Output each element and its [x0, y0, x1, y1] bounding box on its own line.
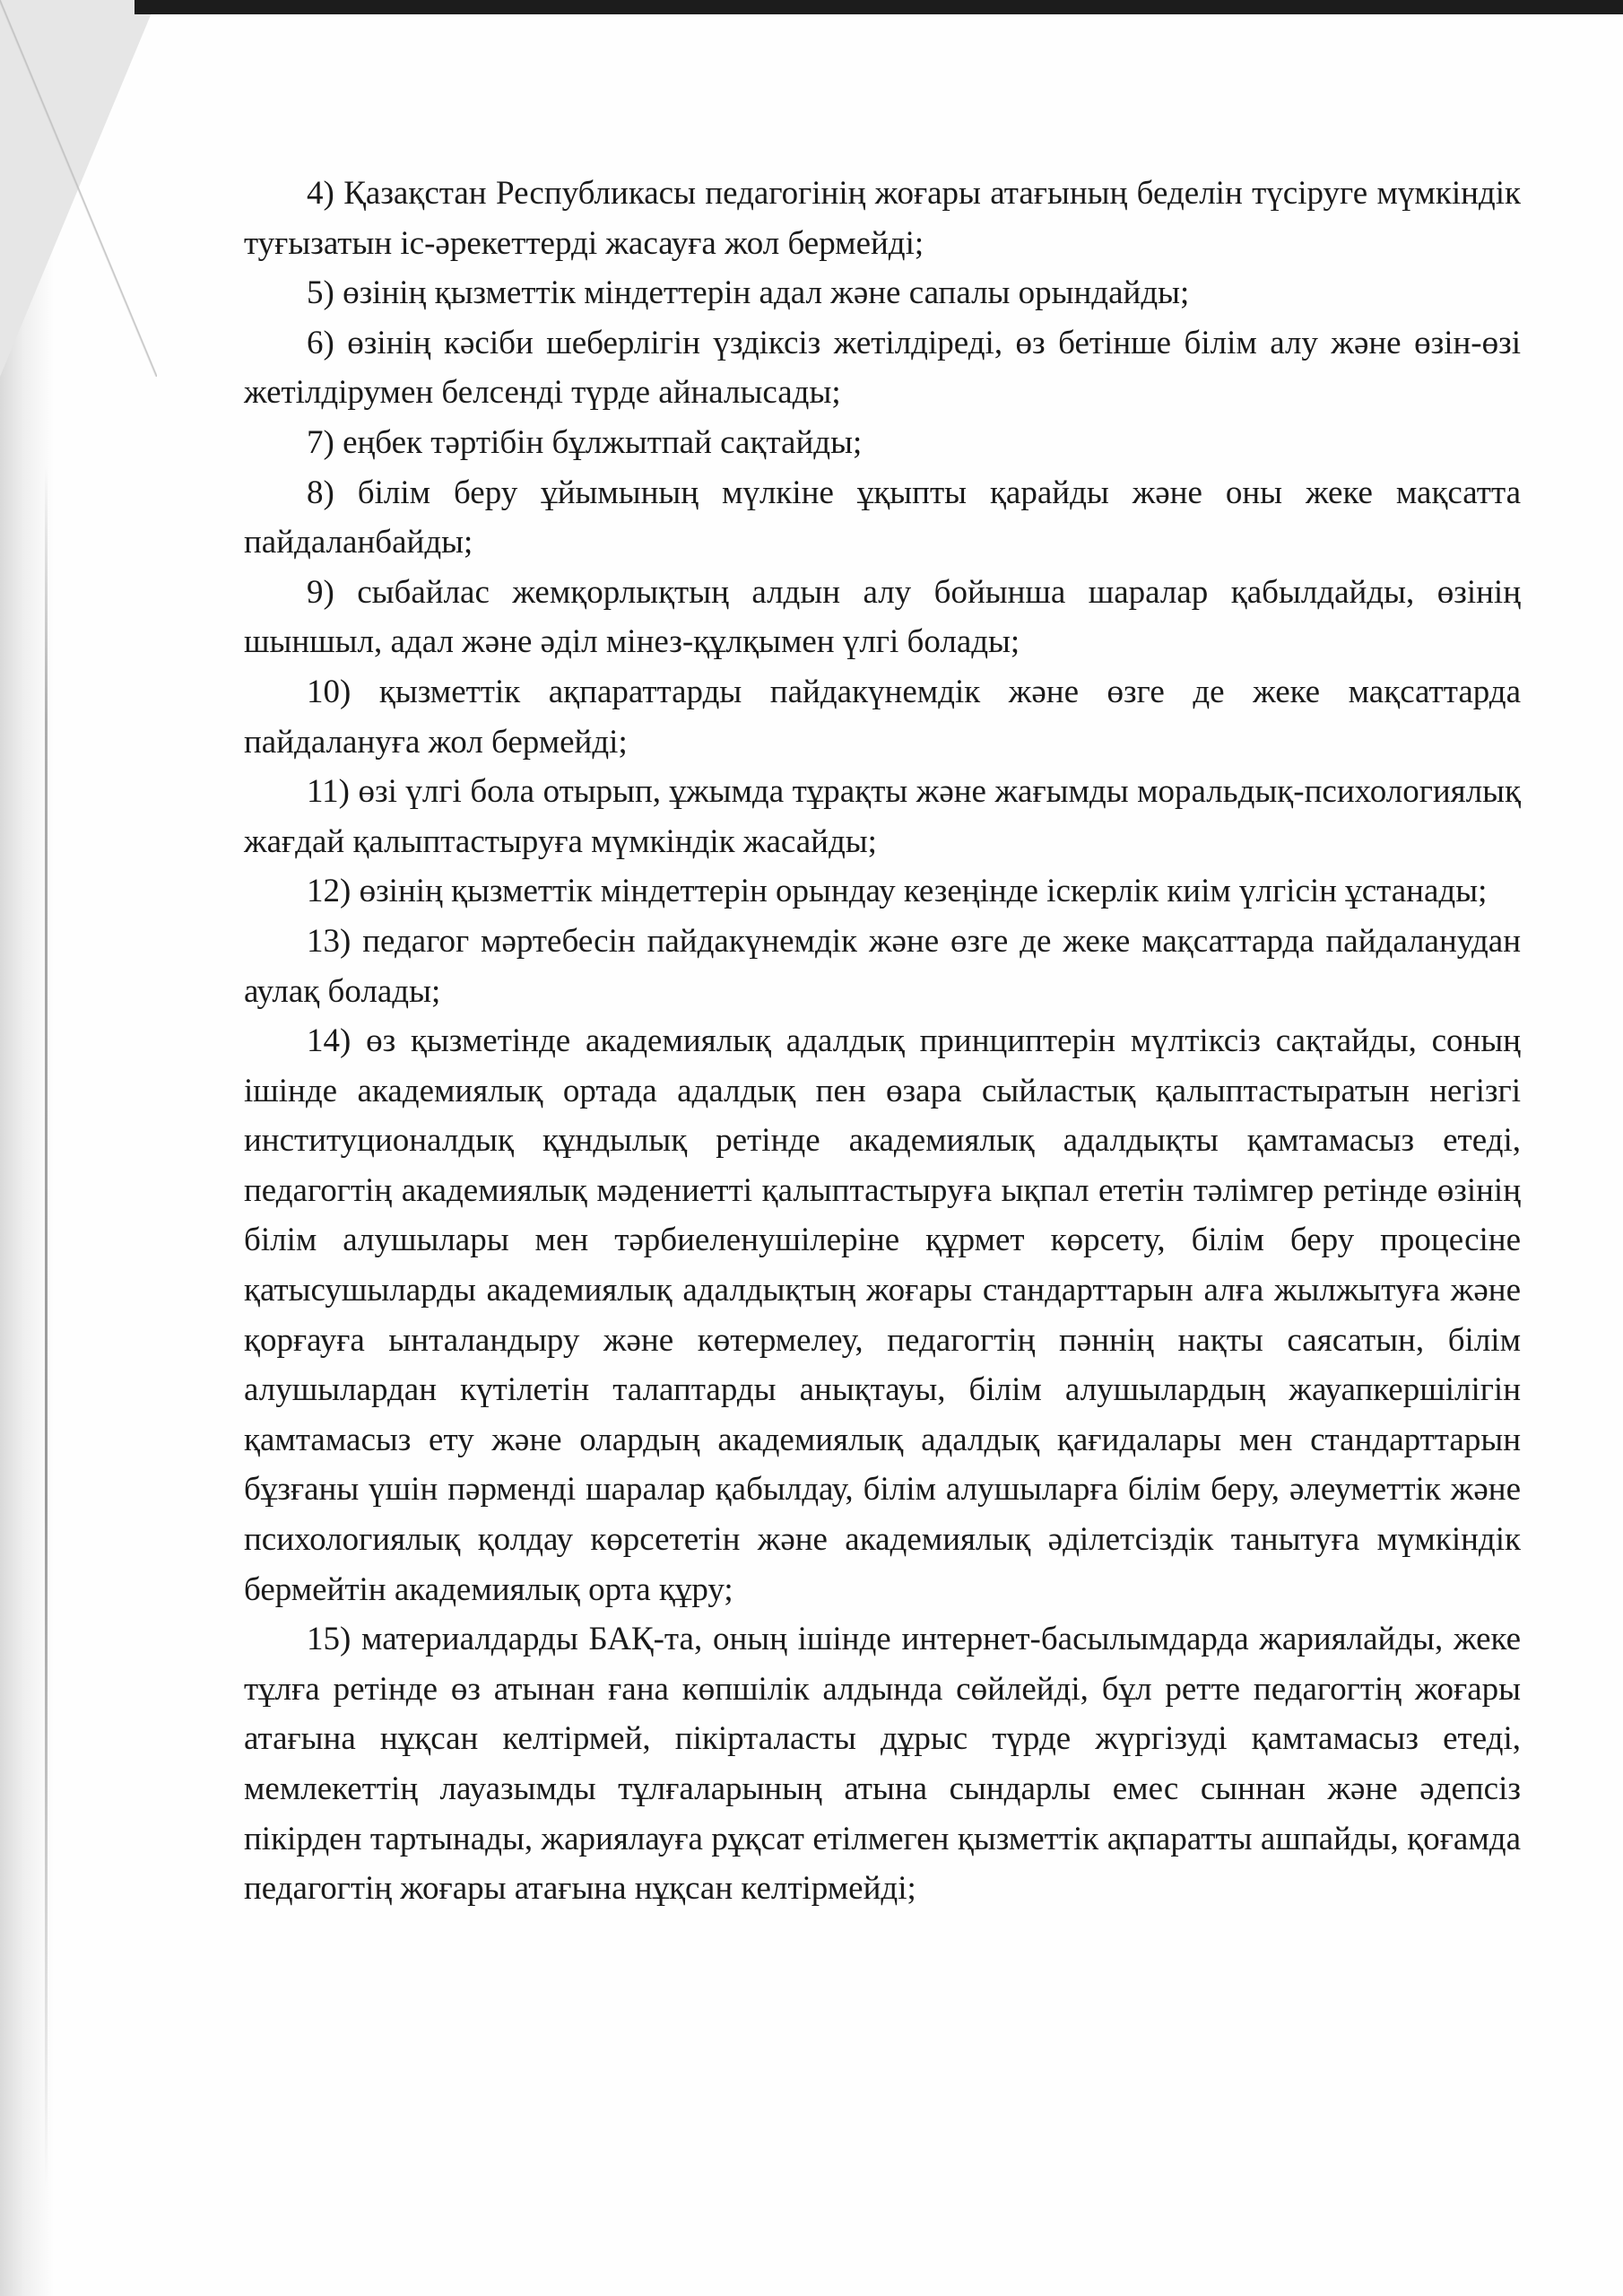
- list-item-10: 10) қызметтік ақпараттарды пайдакүнемдік және өзге де жеке мақсаттарда пайдалануға жол бермейді;: [244, 673, 1521, 761]
- list-item-9: 9) сыбайлас жемқорлықтың алдын алу бойынша шаралар қабылдайды, өзінің шыншыл, адал және әділ мінез-құлқымен үлгі болады;: [244, 573, 1521, 661]
- list-item-13: 13) педагог мәртебесін пайдакүнемдік және өзге де жеке мақсаттарда пайдаланудан аулақ болады;: [244, 922, 1521, 1010]
- list-item-11: 11) өзі үлгі бола отырып, ұжымда тұрақты және жағымды моральдық-психологиялық жағдай қалыптастыруға мүмкіндік жасайды;: [244, 773, 1521, 860]
- page-corner-edge: [0, 0, 157, 377]
- list-item-5: 5) өзінің қызметтік міндеттерін адал және сапалы орындайды;: [307, 274, 1190, 312]
- scan-binding-line: [45, 466, 48, 2188]
- list-item-4: 4) Қазақстан Республикасы педагогінің жоғары атағының беделін түсіруге мүмкіндік туғызатын іс-әрекеттерді жасауға жол бермейді;: [244, 175, 1521, 262]
- list-item-7: 7) еңбек тәртібін бұлжытпай сақтайды;: [307, 423, 863, 461]
- document-body: [244, 169, 1521, 1914]
- list-item-12: 12) өзінің қызметтік міндеттерін орындау кезеңінде іскерлік киім үлгісін ұстанады;: [307, 873, 1488, 910]
- list-item-6: 6) өзінің кәсіби шеберлігін үздіксіз жетілдіреді, өз бетінше білім алу және өзін-өзі жетілдірумен белсенді түрде айналысады;: [244, 324, 1521, 412]
- list-item-8: 8) білім беру ұйымының мүлкіне ұқыпты қарайды және оны жеке мақсатта пайдаланбайды;: [244, 474, 1521, 561]
- list-item-15: 15) материалдарды БАҚ-та, оның ішінде интернет-басылымдарда жариялайды, жеке тұлға ретінде өз атынан ғана көпшілік алдында сөйлейді, бұл ретте педагогтің жоғары атағына нұқсан келтірмей, пікірталасты дұрыс түрде жүргізуді қамтамасыз етеді, мемлекеттің лауазымды тұлғаларының атына сындарлы емес сыннан және әдепсіз пікірден тартынады, жариялауға рұқсат етілмеген қызметтік ақпаратты ашпайды, қоғамда педагогтің жоғары атағына нұқсан келтірмейді;: [244, 1621, 1521, 1908]
- list-item-14: 14) өз қызметінде академиялық адалдық принциптерін мүлтіксіз сақтайды, соның ішінде академиялық ортада адалдық пен өзара сыйластық қалыптастыратын негізгі институционалдық құндылық ретінде академиялық адалдықты қамтамасыз етеді, педагогтің академиялық мәдениетті қалыптастыруға ықпал ететін тәлімгер ретінде өзінің білім алушылары мен тәрбиеленушілеріне құрмет көрсету, білім беру процесіне қатысушыларды академиялық адалдықтың жоғары стандарттарын алға жылжытуға және қорғауға ынталандыру және көтермелеу, педагогтің пәннің нақты саясатын, білім алушылардан күтілетін талаптарды анықтауы, білім алушылардың жауапкершілігін қамтамасыз ету және олардың академиялық адалдық қағидалары мен стандарттарын бұзғаны үшін пәрменді шаралар қабылдау, білім алушыларға білім беру, әлеуметтік және психологиялық қолдау көрсететін және академиялық әділетсіздік танытуға мүмкіндік бермейтін академиялық орта құру;: [244, 1022, 1521, 1608]
- scan-top-border: [135, 0, 1623, 14]
